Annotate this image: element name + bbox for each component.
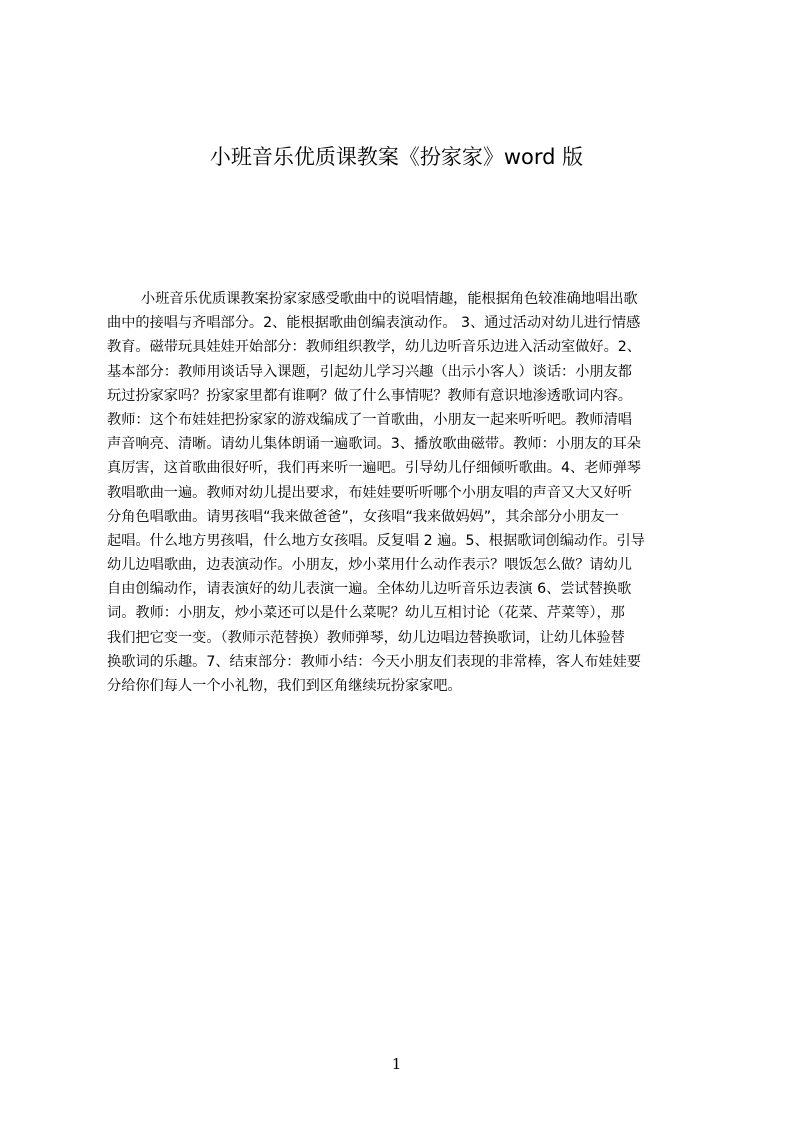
paragraph-line: 教育。磁带玩具娃娃开始部分：教师组织教学，幼儿边听音乐边进入活动室做好。2、: [107, 339, 641, 356]
paragraph-line: 自由创编动作，请表演好的幼儿表演一遍。全体幼儿边听音乐边表演 6、尝试替换歌: [107, 581, 632, 598]
paragraph-line: 曲中的接唱与齐唱部分。2、能根据歌曲创编表演动作。 3、通过活动对幼儿进行情感: [107, 315, 641, 332]
paragraph-line: 教师：这个布娃娃把扮家家的游戏编成了一首歌曲，小朋友一起来听听吧。教师清唱: [107, 411, 632, 428]
document-title: 小班音乐优质课教案《扮家家》word 版: [209, 145, 584, 169]
paragraph-line: 分角色唱歌曲。请男孩唱“我来做爸爸”，女孩唱“我来做妈妈”，其余部分小朋友一: [107, 508, 619, 525]
paragraph-line: 基本部分：教师用谈话导入课题，引起幼儿学习兴趣（出示小客人）谈话：小朋友都: [107, 363, 632, 380]
paragraph-line: 词。教师：小朋友，炒小菜还可以是什么菜呢？幼儿互相讨论（花菜、芹菜等），那: [107, 605, 625, 622]
paragraph-line: 声音响亮、清晰。请幼儿集体朗诵一遍歌词。3、播放歌曲磁带。教师：小朋友的耳朵: [107, 436, 641, 453]
paragraph-line: 幼儿边唱歌曲，边表演动作。小朋友，炒小菜用什么动作表示？喂饭怎么做？请幼儿: [107, 557, 632, 574]
page-number: 1: [391, 1055, 402, 1073]
paragraph-line: 真厉害，这首歌曲很好听，我们再来听一遍吧。引导幼儿仔细倾听歌曲。4、老师弹琴: [107, 460, 641, 477]
paragraph-line: 玩过扮家家吗？扮家家里都有谁啊？做了什么事情呢？教师有意识地渗透歌词内容。: [107, 387, 632, 404]
body-paragraph: [107, 287, 699, 747]
paragraph-line: 起唱。什么地方男孩唱，什么地方女孩唱。反复唱 2 遍。5、根据歌词创编动作。引导: [107, 532, 645, 549]
paragraph-line: 小班音乐优质课教案扮家家感受歌曲中的说唱情趣，能根据角色较准确地唱出歌: [141, 291, 638, 307]
paragraph-line: 教唱歌曲一遍。教师对幼儿提出要求，布娃娃要听听哪个小朋友唱的声音又大又好听: [107, 484, 632, 501]
paragraph-line: 分给你们每人一个小礼物，我们到区角继续玩扮家家吧。: [107, 678, 462, 694]
paragraph-line: 我们把它变一变。（教师示范替换）教师弹琴，幼儿边唱边替换歌词，让幼儿体验替: [107, 629, 625, 646]
paragraph-line: 换歌词的乐趣。7、结束部分：教师小结：今天小朋友们表现的非常棒，客人布娃娃要: [107, 653, 641, 670]
